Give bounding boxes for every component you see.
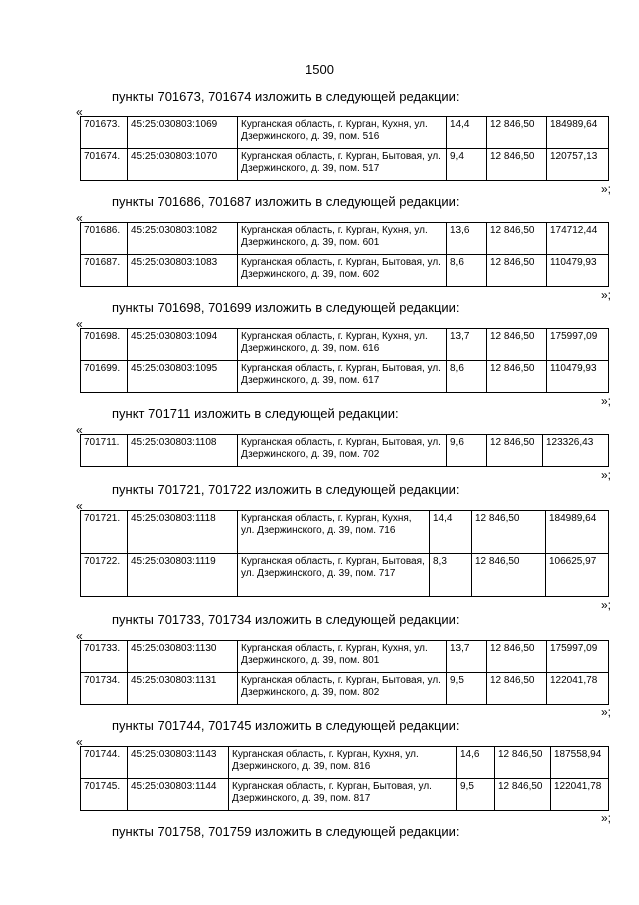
address: Курганская область, г. Курган, Кухня, ул. Дзержинского, д. 39, пом. 516 — [238, 117, 447, 149]
open-quote: « — [76, 317, 83, 331]
cadastral-table — [80, 222, 609, 287]
section-intro: пункты 701721, 701722 изложить в следующей редакции: — [112, 482, 460, 497]
table-row — [81, 779, 609, 811]
table-row — [81, 117, 609, 149]
row-number: 701744. — [81, 747, 128, 779]
area: 9,4 — [447, 149, 487, 181]
close-quote: »; — [600, 705, 611, 719]
row-number: 701734. — [81, 673, 128, 705]
area: 8,6 — [447, 361, 487, 393]
open-quote: « — [76, 105, 83, 119]
cadastral-number: 45:25:030803:1095 — [128, 361, 238, 393]
row-number: 701711. — [81, 435, 128, 467]
table-row — [81, 223, 609, 255]
cadastral-table — [80, 510, 609, 597]
price-per-unit: 12 846,50 — [487, 149, 547, 181]
cadastral-number: 45:25:030803:1131 — [128, 673, 238, 705]
price-per-unit: 12 846,50 — [495, 747, 551, 779]
area: 14,4 — [430, 511, 472, 554]
address: Курганская область, г. Курган, Бытовая, ул. Дзержинского, д. 39, пом. 617 — [238, 361, 447, 393]
price-per-unit: 12 846,50 — [487, 361, 547, 393]
cadastral-value: 110479,93 — [547, 361, 609, 393]
address: Курганская область, г. Курган, Кухня, ул. Дзержинского, д. 39, пом. 601 — [238, 223, 447, 255]
close-quote: »; — [600, 811, 611, 825]
table-row — [81, 554, 609, 597]
address: Курганская область, г. Курган, Кухня, ул. Дзержинского, д. 39, пом. 816 — [229, 747, 457, 779]
section-intro: пункты 701758, 701759 изложить в следующей редакции: — [112, 824, 460, 839]
close-quote: »; — [600, 182, 611, 196]
close-quote: »; — [600, 598, 611, 612]
cadastral-number: 45:25:030803:1119 — [128, 554, 238, 597]
area: 14,4 — [447, 117, 487, 149]
cadastral-number: 45:25:030803:1083 — [128, 255, 238, 287]
cadastral-number: 45:25:030803:1130 — [128, 641, 238, 673]
cadastral-value: 174712,44 — [547, 223, 609, 255]
cadastral-table — [80, 746, 609, 811]
price-per-unit: 12 846,50 — [472, 554, 546, 597]
open-quote: « — [76, 211, 83, 225]
price-per-unit: 12 846,50 — [487, 641, 547, 673]
open-quote: « — [76, 629, 83, 643]
area: 13,7 — [447, 641, 487, 673]
price-per-unit: 12 846,50 — [487, 329, 547, 361]
cadastral-value: 175997,09 — [547, 641, 609, 673]
address: Курганская область, г. Курган, Кухня, ул. Дзержинского, д. 39, пом. 616 — [238, 329, 447, 361]
cadastral-value: 106625,97 — [546, 554, 609, 597]
cadastral-table — [80, 434, 609, 467]
page-number: 1500 — [305, 62, 334, 77]
row-number: 701722. — [81, 554, 128, 597]
close-quote: »; — [600, 394, 611, 408]
cadastral-value: 122041,78 — [547, 673, 609, 705]
area: 14,6 — [457, 747, 495, 779]
row-number: 701686. — [81, 223, 128, 255]
table-row — [81, 255, 609, 287]
address: Курганская область, г. Курган, Бытовая, ул. Дзержинского, д. 39, пом. 817 — [229, 779, 457, 811]
cadastral-value: 175997,09 — [547, 329, 609, 361]
row-number: 701699. — [81, 361, 128, 393]
open-quote: « — [76, 423, 83, 437]
cadastral-value: 120757,13 — [547, 149, 609, 181]
cadastral-number: 45:25:030803:1144 — [128, 779, 229, 811]
table-row — [81, 641, 609, 673]
price-per-unit: 12 846,50 — [487, 117, 547, 149]
price-per-unit: 12 846,50 — [487, 255, 547, 287]
close-quote: »; — [600, 288, 611, 302]
price-per-unit: 12 846,50 — [487, 673, 547, 705]
address: Курганская область, г. Курган, Кухня, ул. Дзержинского, д. 39, пом. 801 — [238, 641, 447, 673]
cadastral-number: 45:25:030803:1069 — [128, 117, 238, 149]
table-row — [81, 329, 609, 361]
area: 9,6 — [447, 435, 487, 467]
cadastral-value: 187558,94 — [551, 747, 609, 779]
section-intro: пункты 701744, 701745 изложить в следующей редакции: — [112, 718, 460, 733]
row-number: 701687. — [81, 255, 128, 287]
cadastral-number: 45:25:030803:1143 — [128, 747, 229, 779]
open-quote: « — [76, 735, 83, 749]
section-intro: пункты 701686, 701687 изложить в следующей редакции: — [112, 194, 460, 209]
cadastral-table — [80, 116, 609, 181]
row-number: 701698. — [81, 329, 128, 361]
table-row — [81, 673, 609, 705]
row-number: 701674. — [81, 149, 128, 181]
area: 8,3 — [430, 554, 472, 597]
address: Курганская область, г. Курган, Бытовая, ул. Дзержинского, д. 39, пом. 517 — [238, 149, 447, 181]
row-number: 701673. — [81, 117, 128, 149]
row-number: 701745. — [81, 779, 128, 811]
price-per-unit: 12 846,50 — [472, 511, 546, 554]
address: Курганская область, г. Курган, Бытовая, ул. Дзержинского, д. 39, пом. 602 — [238, 255, 447, 287]
cadastral-table — [80, 328, 609, 393]
section-intro: пункты 701698, 701699 изложить в следующей редакции: — [112, 300, 460, 315]
table-row — [81, 361, 609, 393]
address: Курганская область, г. Курган, Бытовая, ул. Дзержинского, д. 39, пом. 717 — [238, 554, 430, 597]
cadastral-table — [80, 640, 609, 705]
area: 13,7 — [447, 329, 487, 361]
area: 8,6 — [447, 255, 487, 287]
row-number: 701733. — [81, 641, 128, 673]
cadastral-value: 123326,43 — [543, 435, 609, 467]
cadastral-value: 184989,64 — [547, 117, 609, 149]
table-row — [81, 747, 609, 779]
cadastral-number: 45:25:030803:1094 — [128, 329, 238, 361]
table-row — [81, 435, 609, 467]
cadastral-number: 45:25:030803:1108 — [128, 435, 238, 467]
area: 9,5 — [447, 673, 487, 705]
row-number: 701721. — [81, 511, 128, 554]
cadastral-value: 110479,93 — [547, 255, 609, 287]
address: Курганская область, г. Курган, Бытовая, ул. Дзержинского, д. 39, пом. 802 — [238, 673, 447, 705]
price-per-unit: 12 846,50 — [487, 435, 543, 467]
table-row — [81, 149, 609, 181]
address: Курганская область, г. Курган, Кухня, ул. Дзержинского, д. 39, пом. 716 — [238, 511, 430, 554]
section-intro: пункты 701673, 701674 изложить в следующей редакции: — [112, 89, 460, 104]
open-quote: « — [76, 499, 83, 513]
table-row — [81, 511, 609, 554]
address: Курганская область, г. Курган, Бытовая, ул. Дзержинского, д. 39, пом. 702 — [238, 435, 447, 467]
cadastral-value: 122041,78 — [551, 779, 609, 811]
close-quote: »; — [600, 468, 611, 482]
cadastral-number: 45:25:030803:1118 — [128, 511, 238, 554]
area: 9,5 — [457, 779, 495, 811]
price-per-unit: 12 846,50 — [487, 223, 547, 255]
cadastral-number: 45:25:030803:1082 — [128, 223, 238, 255]
cadastral-value: 184989,64 — [546, 511, 609, 554]
section-intro: пункт 701711 изложить в следующей редакции: — [112, 406, 399, 421]
price-per-unit: 12 846,50 — [495, 779, 551, 811]
section-intro: пункты 701733, 701734 изложить в следующей редакции: — [112, 612, 460, 627]
cadastral-number: 45:25:030803:1070 — [128, 149, 238, 181]
area: 13,6 — [447, 223, 487, 255]
